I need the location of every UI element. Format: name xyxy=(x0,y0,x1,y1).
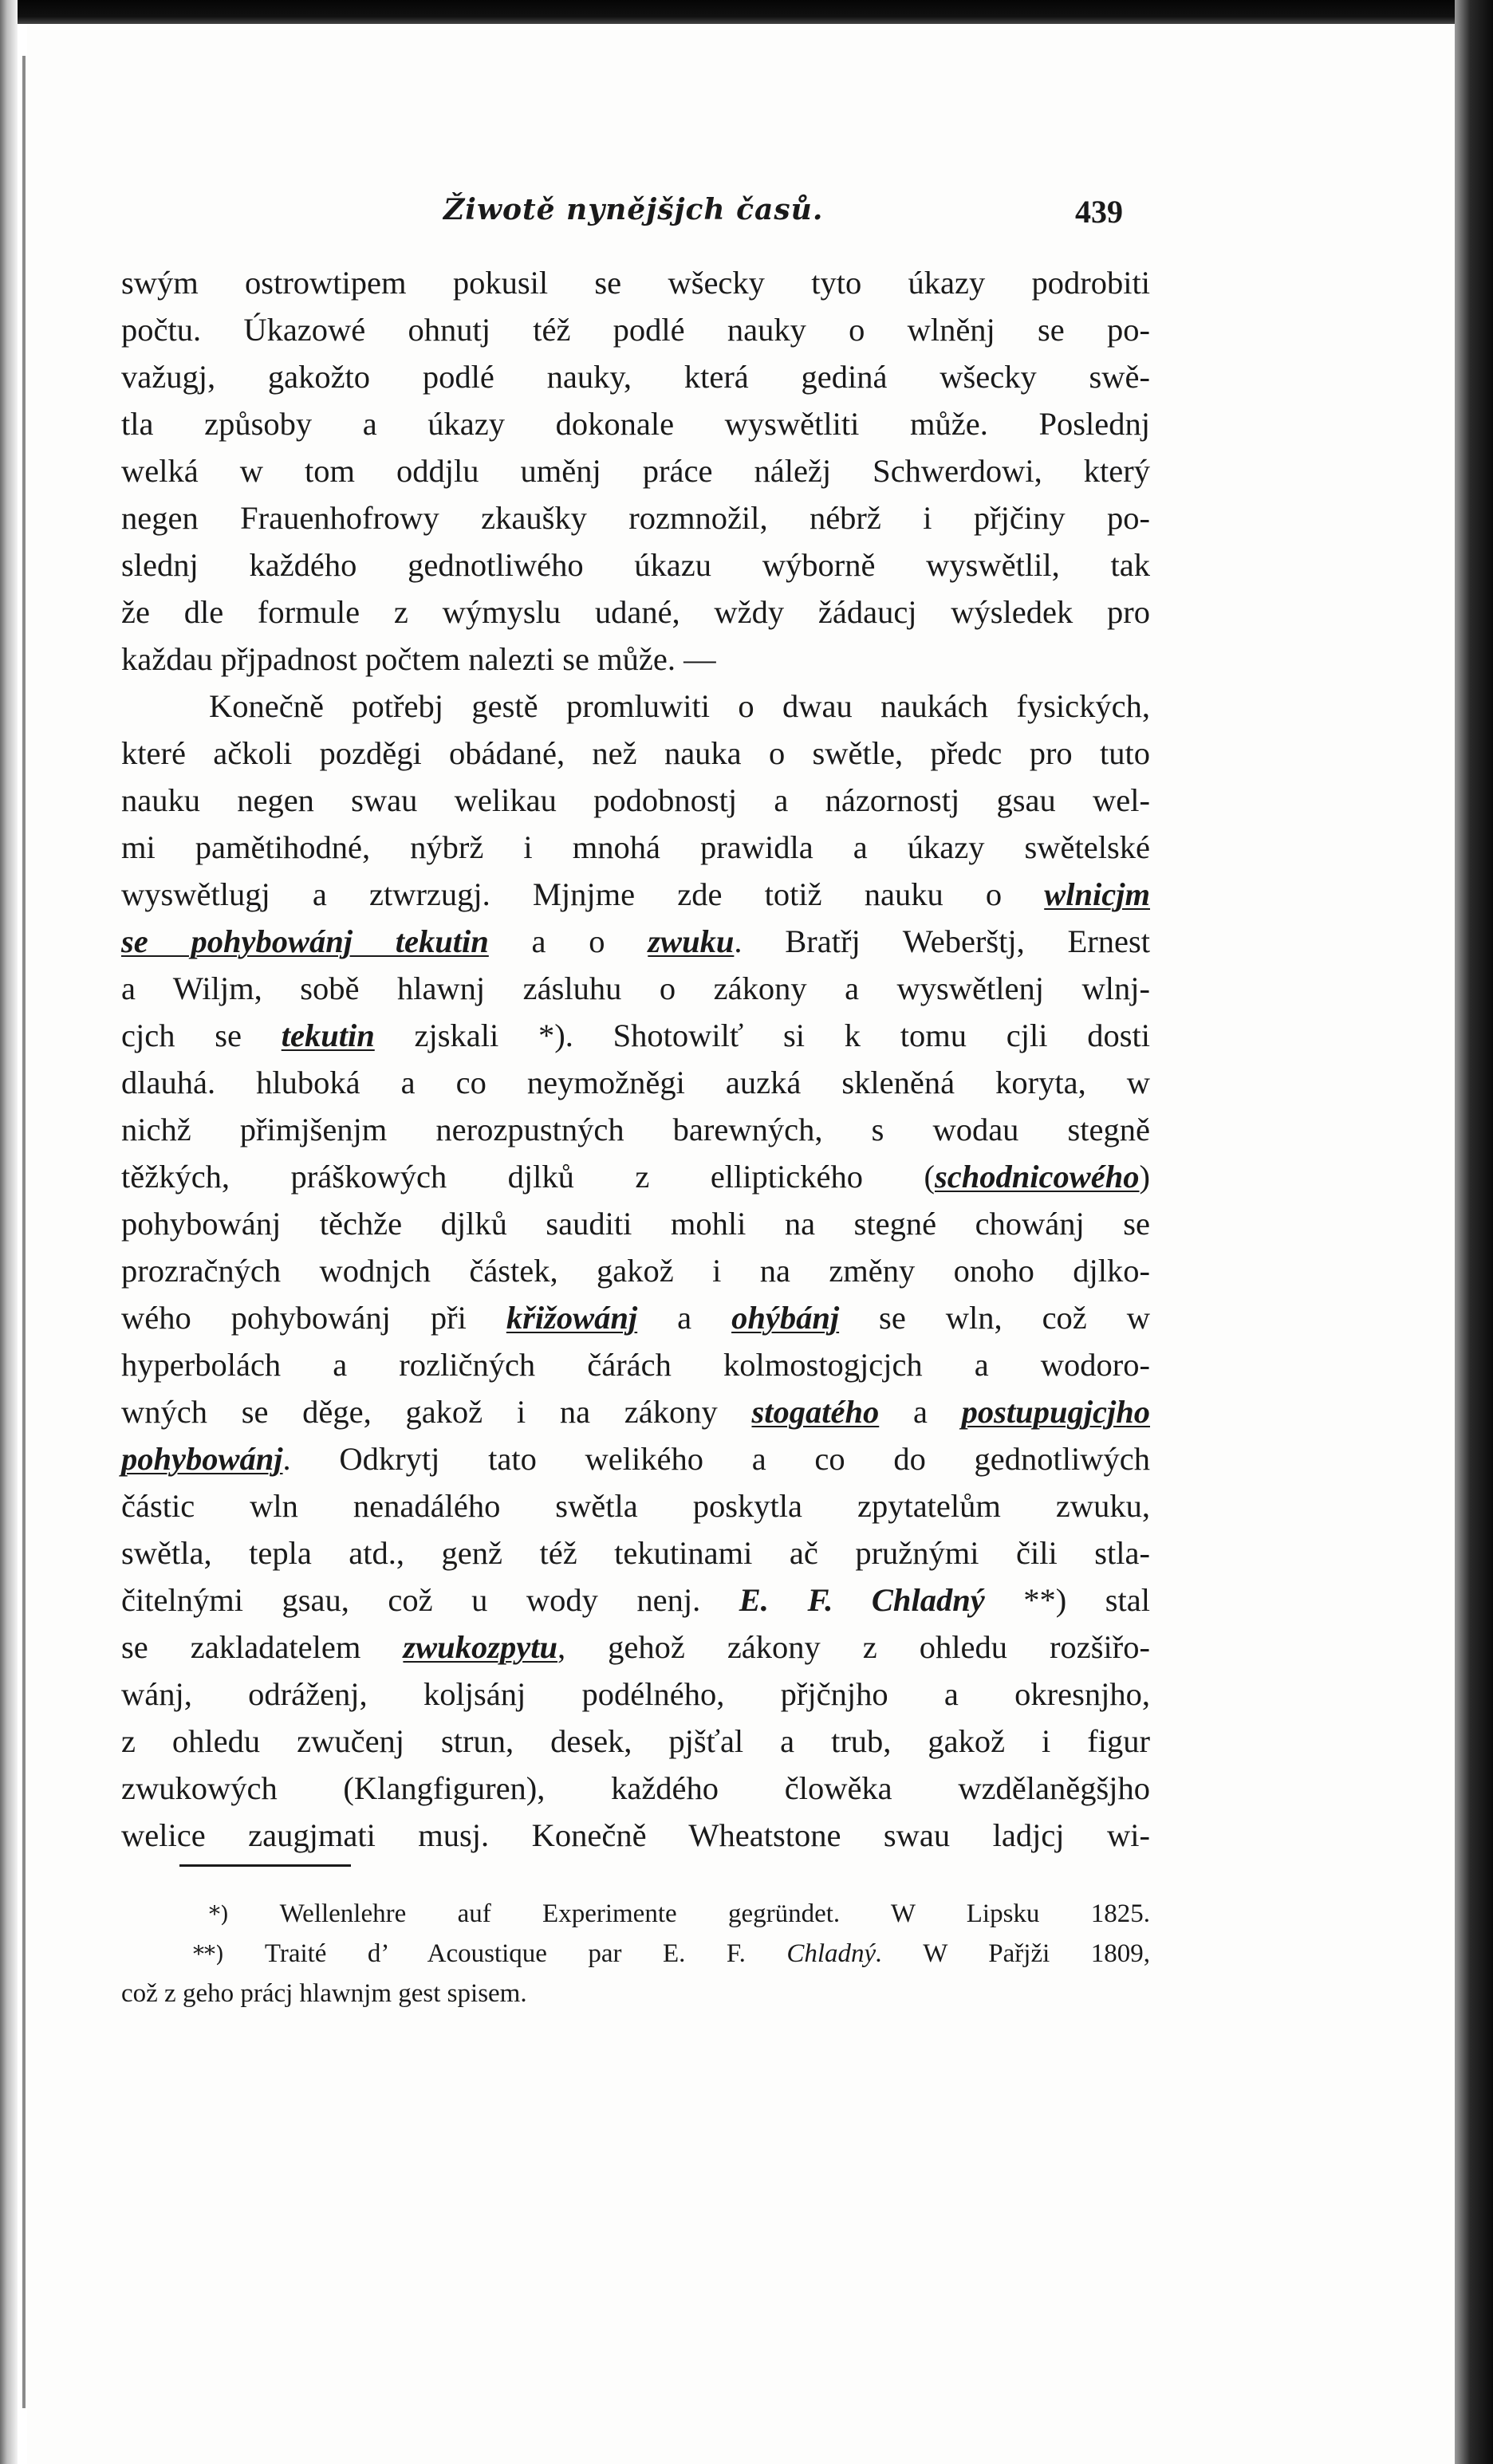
text-line: tla způsoby a úkazy dokonale wyswětliti může. Poslednj xyxy=(121,406,1150,442)
text-line: částic wln nenadálého swětla poskytla zpytatelům zwuku, xyxy=(121,1488,1150,1524)
text-line: nauku negen swau welikau podobnostj a názornostj gsau wel- xyxy=(121,782,1150,818)
text-line: každau přjpadnost počtem nalezti se může. — xyxy=(121,641,716,677)
page-header xyxy=(443,193,1123,241)
text-line: dlauhá. hluboká a co neymožněgi auzká skleněná koryta, w xyxy=(121,1065,1150,1100)
footnote-mark: **) xyxy=(193,1941,224,1967)
text-line: a Wiljm, sobě hlawnj zásluhu o zákony a wyswětlenj wlnj- xyxy=(121,970,1150,1006)
scan-border-top xyxy=(0,0,1493,24)
emphasis-term: se pohybowánj tekutin xyxy=(121,923,489,959)
text-line: welká w tom oddjlu uměnj práce náležj Schwerdowi, který xyxy=(121,453,1150,489)
emphasis-term: wlnicjm xyxy=(1044,876,1150,912)
text-line: se pohybowánj tekutin a o zwuku. Bratřj Weberštj, Ernest xyxy=(121,923,1151,959)
text-line: slednj každého gednotliwého úkazu wýborně wyswětlil, tak xyxy=(121,547,1150,583)
text-line: že dle formule z wýmyslu udané, wždy žádaucj wýsledek pro xyxy=(121,594,1150,630)
emphasis-name: E. F. Chladný xyxy=(739,1582,985,1618)
text-line: važugj, gakožto podlé nauky, která gediná wšecky swě- xyxy=(121,359,1150,395)
scan-border-right xyxy=(1455,0,1493,2464)
emphasis-term: tekutin xyxy=(281,1017,375,1053)
text-line: Konečně potřebj gestě promluwiti o dwau naukách fysických, xyxy=(209,688,1150,724)
text-line: negen Frauenhofrowy zkaušky rozmnožil, nébrž i přjčiny po- xyxy=(121,500,1150,536)
text-line: wyswětlugj a ztwrzugj. Mjnjme zde totiž nauku o wlnicjm xyxy=(121,876,1150,912)
text-line: těžkých, práškowých djlků z elliptického (schodnicowého) xyxy=(121,1159,1150,1195)
text-line: wého pohybowánj při křižowánj a ohýbánj se wln, což w xyxy=(121,1300,1150,1336)
emphasis-term: zwukozpytu xyxy=(403,1629,557,1665)
emphasis-term: stogatého xyxy=(751,1394,880,1430)
text-line: hyperbolách a rozličných čárách kolmostogjcjch a wodoro- xyxy=(121,1347,1150,1383)
emphasis-term: pohybowánj xyxy=(121,1441,283,1477)
body-text xyxy=(121,259,1150,1859)
running-head: Žiwotě nynějšjch časů. xyxy=(443,193,824,226)
text-line: prozračných wodnjch částek, gakož i na změny onoho djlko- xyxy=(121,1253,1150,1289)
emphasis-term: postupugjcjho xyxy=(961,1394,1150,1430)
text-line: pohybowánj. Odkrytj tato welikého a co do gednotliwých xyxy=(121,1441,1150,1477)
text-line: swým ostrowtipem pokusil se wšecky tyto úkazy podrobiti xyxy=(121,265,1150,301)
scan-border-left xyxy=(0,0,18,2464)
emphasis-term: křižowánj xyxy=(506,1300,638,1336)
footnote-mark: *) xyxy=(209,1901,229,1927)
text-line: zwukowých (Klangfiguren), každého člowěka wzdělaněgšjho xyxy=(121,1770,1150,1806)
text-line: nichž přimjšenjm nerozpustných barewných, s wodau stegně xyxy=(121,1112,1150,1147)
text-line: welice zaugjmati musj. Konečně Wheatstone swau ladjcj wi- xyxy=(121,1817,1150,1853)
text-line: které ačkoli pozděgi obádané, než nauka o swětle, předc pro tuto xyxy=(121,735,1150,771)
footnote-2-continuation: což z geho prácj hlawnjm gest spisem. xyxy=(121,1979,527,2008)
text-line: počtu. Úkazowé ohnutj též podlé nauky o wlněnj se po- xyxy=(121,312,1150,348)
emphasis-term: ohýbánj xyxy=(731,1300,840,1336)
page-number: 439 xyxy=(1075,194,1123,230)
text-line: z ohledu zwučenj strun, desek, pjšťal a trub, gakož i figur xyxy=(121,1723,1150,1759)
text-line: wných se děge, gakož i na zákony stogatého a postupugjcjho xyxy=(121,1394,1150,1430)
footnotes xyxy=(121,1894,1150,2013)
text-line: swětla, tepla atd., genž též tekutinami ač pružnými čili stla- xyxy=(121,1535,1150,1571)
text-line: wánj, odráženj, koljsánj podélného, přjčnjho a okresnjho, xyxy=(121,1676,1150,1712)
emphasis-term: schodnicowého xyxy=(934,1159,1140,1195)
text-line: cjch se tekutin zjskali *). Shotowilť si k tomu cjli dosti xyxy=(121,1017,1150,1053)
text-line: mi pamětihodné, nýbrž i mnohá prawidla a úkazy swětelské xyxy=(121,829,1150,865)
footnote-2: **) Traité d’ Acoustique par E. F. Chladný. W Pařjži 1809, xyxy=(193,1939,1151,1968)
footnote-1: *) Wellenlehre auf Experimente gegründet. W Lipsku 1825. xyxy=(209,1899,1150,1928)
text-line: se zakladatelem zwukozpytu, gehož zákony z ohledu rozšiřo- xyxy=(121,1629,1151,1665)
text-line: čitelnými gsau, což u wody nenj. E. F. Chladný **) stal xyxy=(121,1582,1150,1618)
footnote-separator xyxy=(179,1864,351,1867)
binding-shadow-line xyxy=(22,56,26,2408)
emphasis-term: zwuku xyxy=(648,923,735,959)
text-line: pohybowánj těchže djlků sauditi mohli na stegné chowánj se xyxy=(121,1206,1150,1242)
